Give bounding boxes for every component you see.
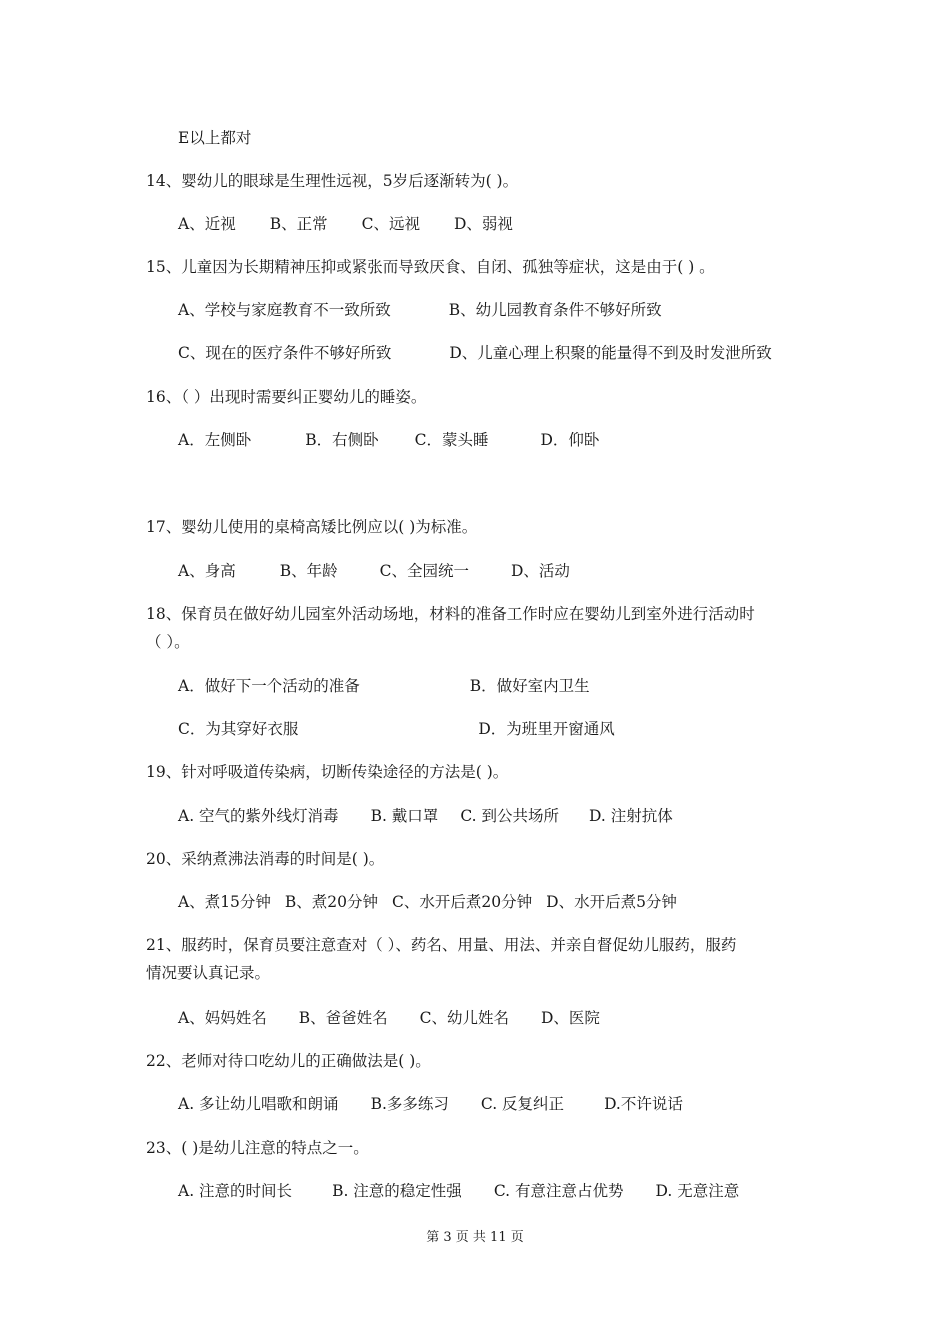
q21-options	[178, 1008, 600, 1028]
q15-option-b: B、幼儿园教育条件不够好所致	[448, 301, 662, 319]
q22-option-b: B.多多练习	[370, 1095, 449, 1113]
q21-option-c: C、幼儿姓名	[419, 1009, 509, 1027]
q15-options-row2	[178, 343, 772, 363]
q19-option-a: A. 空气的紫外线灯消毒	[178, 807, 339, 825]
q16-option-b: B．右侧卧	[305, 431, 379, 449]
page-footer: 第 3 页 共 11 页	[426, 1230, 524, 1245]
q22-option-c: C. 反复纠正	[480, 1095, 565, 1113]
q18-options-row1	[178, 676, 590, 696]
q16-question: 16、（ ）出现时需要纠正婴幼儿的睡姿。	[146, 388, 427, 406]
q14-options	[178, 214, 513, 234]
q14-option-d: D、弱视	[453, 215, 513, 233]
q18-question-line2: （ ）。	[146, 633, 190, 651]
q19-option-b: B. 戴口罩	[370, 807, 439, 825]
q17-question: 17、婴幼儿使用的桌椅高矮比例应以( )为标准。	[146, 518, 478, 536]
q16-option-a: A．左侧卧	[178, 431, 252, 449]
q23-option-d: D. 无意注意	[655, 1182, 740, 1200]
q23-options	[178, 1181, 739, 1201]
q17-option-c: C、全园统一	[379, 562, 469, 580]
q18-option-d: D．为班里开窗通风	[478, 720, 615, 738]
q14-option-b: B、正常	[269, 215, 328, 233]
q23-option-a: A. 注意的时间长	[178, 1182, 293, 1200]
q21-question-line2: 情况要认真记录。	[146, 964, 271, 982]
q16-option-d: D．仰卧	[540, 431, 600, 449]
q19-option-c: C. 到公共场所	[460, 807, 559, 825]
q20-option-d: D、水开后煮5分钟	[546, 893, 677, 911]
q20-option-a: A、煮15分钟	[178, 893, 271, 911]
q16-options	[178, 430, 599, 450]
q22-options	[178, 1094, 683, 1114]
q17-option-d: D、活动	[510, 562, 570, 580]
q18-question-line1: 18、保育员在做好幼儿园室外活动场地，材料的准备工作时应在婴幼儿到室外进行活动时	[146, 605, 755, 623]
q22-option-d: D.不许说话	[604, 1095, 683, 1113]
q22-question: 22、老师对待口吃幼儿的正确做法是( )。	[146, 1052, 431, 1070]
q23-option-c: C. 有意注意占优势	[493, 1182, 624, 1200]
q21-option-d: D、医院	[540, 1009, 600, 1027]
q18-option-a: A．做好下一个活动的准备	[178, 677, 360, 695]
q20-option-b: B、煮20分钟	[284, 893, 379, 911]
q18-options-row2	[178, 719, 615, 739]
q21-option-b: B、爸爸姓名	[298, 1009, 388, 1027]
q17-options	[178, 561, 570, 581]
q16-option-c: C．蒙头睡	[414, 431, 489, 449]
q19-option-d: D. 注射抗体	[588, 807, 673, 825]
q21-option-a: A、妈妈姓名	[178, 1009, 267, 1027]
q17-option-b: B、年龄	[279, 562, 338, 580]
q15-question: 15、儿童因为长期精神压抑或紧张而导致厌食、自闭、孤独等症状，这是由于( ) 。	[146, 258, 715, 276]
q23-option-b: B. 注意的稳定性强	[332, 1182, 462, 1200]
q22-option-a: A. 多让幼儿唱歌和朗诵	[178, 1095, 339, 1113]
q23-question: 23、( )是幼儿注意的特点之一。	[146, 1139, 369, 1157]
q14-question: 14、婴幼儿的眼球是生理性远视，5岁后逐渐转为( )。	[146, 172, 519, 190]
q15-option-c: C、现在的医疗条件不够好所致	[178, 344, 392, 362]
q13-option-e: E以上都对	[178, 129, 252, 147]
q15-options-row1	[178, 300, 662, 320]
q20-options	[178, 892, 677, 912]
q15-option-d: D、儿童心理上积聚的能量得不到及时发泄所致	[449, 344, 772, 362]
q20-question: 20、采纳煮沸法消毒的时间是( )。	[146, 850, 385, 868]
q18-option-c: C．为其穿好衣服	[178, 720, 299, 738]
q15-option-a: A、学校与家庭教育不一致所致	[178, 301, 391, 319]
q17-option-a: A、身高	[178, 562, 236, 580]
q19-options	[178, 806, 673, 826]
q14-option-a: A、近视	[178, 215, 236, 233]
q14-option-c: C、远视	[361, 215, 420, 233]
q21-question-line1: 21、服药时，保育员要注意查对（ ）、药名、用量、用法、并亲自督促幼儿服药，服药	[146, 936, 737, 954]
q18-option-b: B．做好室内卫生	[469, 677, 590, 695]
q20-option-c: C、水开后煮20分钟	[392, 893, 533, 911]
q19-question: 19、针对呼吸道传染病，切断传染途径的方法是( )。	[146, 763, 509, 781]
